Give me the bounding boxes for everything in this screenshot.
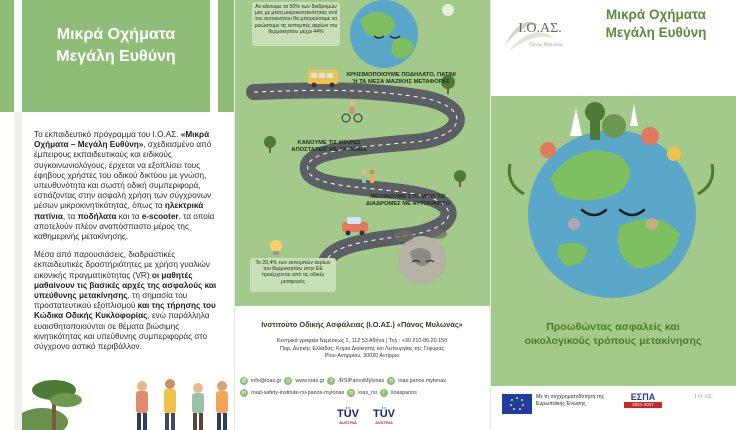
contact-instagram[interactable]: ioas.panos.mylonas bbox=[398, 378, 446, 384]
contact-x[interactable]: /RSIPanosMylonas bbox=[338, 378, 385, 384]
contact-website[interactable]: www.ioas.gr bbox=[295, 378, 325, 384]
para1-bicycles: ποδήλατα bbox=[77, 211, 117, 221]
para1-text-e: , τα bbox=[62, 211, 78, 221]
left-header-band-right bbox=[210, 0, 218, 112]
para1-text-a: Το εκπαιδευτικό πρόγραμμα του Ι.Ο.ΑΣ. bbox=[34, 130, 179, 139]
para2-traffic-code: και της τήρησης του Κώδικα Οδικής Κυκλοφορίας bbox=[34, 301, 216, 321]
tuv-logo-2 bbox=[370, 408, 398, 428]
contact-email[interactable]: info@ioas.gr bbox=[251, 378, 282, 384]
left-title bbox=[22, 24, 210, 68]
logo-sub: Πάνος Μυλωνάς bbox=[529, 43, 563, 48]
x-icon: X bbox=[327, 377, 335, 385]
ioas-logo bbox=[496, 4, 582, 60]
contact-linkedin[interactable]: road-safety-institute-rsi-panos-mylonas bbox=[251, 390, 345, 396]
tuv-logo-1 bbox=[334, 408, 362, 428]
para1-program-name: «Μικρά Οχήματα – Μεγάλη Ευθύνη» bbox=[34, 130, 210, 150]
para1-text-c: , σχεδιασμένο από έμπειρους εκπαιδευτικούς και ειδικούς συγκοινωνιολόγους, έρχεται να εξοπλίσει τους έφηβους χρήστες του οδικού δικτύου με γνώση, υπευθυνότητα και σωστή οδική συμπεριφορά, εστιάζοντας στην ασφαλή χρήση των σύγχρονων μέσων μικροκινητικότητας, όπως τα bbox=[34, 140, 212, 211]
eu-cofunding-text: Με τη συγχρηματοδότηση της Ευρωπαϊκής Ένωσης bbox=[536, 394, 605, 407]
road-label-walk: ΚΑΝΟΥΜΕ ΤΙΣ ΜΙΚΡΕΣ ΑΠΟΣΤΑΣΕΙΣ ΜΕ ΤΑ ΠΟΔΙΑ bbox=[291, 140, 367, 153]
facebook-icon: f bbox=[380, 389, 388, 397]
para2-text-a: Μέσα από παρουσιάσεις, διαδραστικές εκπαιδευτικές δραστηριότητες με χρήση γυαλιών εικονικής πραγματικότητας (VR) bbox=[34, 250, 210, 280]
right-title-line2: Μεγάλη Ευθύνη bbox=[605, 25, 707, 40]
tuv-logo-1-text: TÜV bbox=[337, 408, 359, 420]
para2-text-c: , τη σημασία του προστατευτικού εξοπλισμού bbox=[34, 291, 188, 311]
contact-row-2 bbox=[240, 388, 417, 398]
tuv-logo-1-sub: AUSTRIA bbox=[339, 420, 357, 425]
fold-line-1 bbox=[234, 0, 235, 430]
right-title bbox=[578, 6, 734, 42]
email-icon: @ bbox=[241, 378, 247, 384]
left-title-line2: Μεγάλη Ευθύνη bbox=[56, 48, 176, 65]
espa-label: ΕΣΠΑ bbox=[630, 392, 656, 402]
para1-escooters: ηλεκτρικά πατίνια bbox=[34, 201, 204, 221]
contact-facebook[interactable]: /ioaspanos bbox=[390, 390, 417, 396]
eu-emissions-box: Το 20,4% των εκπομπών αερίων του θερμοκηπίου στην ΕΕ προέρχονται από τις οδικές μεταφορές bbox=[250, 258, 336, 292]
road-label-car: ΜΕΙΩΝΟΥΜΕ ΣΤΟ ΜΙΣΟ ΤΙΣ ΔΙΑΔΡΟΜΕΣ ΜΕ ΑΥΤΟΚΙΝΗΤΟ bbox=[366, 194, 450, 207]
institute-title: Ινστιτούτο Οδικής Ασφάλειας (Ι.Ο.ΑΣ.) «Πάνος Μυλωνάς» bbox=[261, 320, 463, 329]
paragraph-intro bbox=[34, 130, 220, 242]
tuv-logo-2-sub: AUSTRIA bbox=[375, 420, 393, 425]
right-tagline bbox=[490, 320, 736, 348]
tuv-logo-2-text: TÜV bbox=[373, 408, 395, 420]
instagram-icon-2: ◘ bbox=[347, 389, 355, 397]
fold-line-2 bbox=[490, 0, 491, 430]
address-line1: Κεντρικά γραφεία Νεμέσεως 2, 112 53 Αθήνα | Τηλ.: +30 210-86.20.150 bbox=[276, 338, 448, 344]
mid-strip bbox=[234, 300, 490, 306]
globe-icon: ◎ bbox=[286, 378, 291, 384]
address-line2: Παρ. Δυτικής Ελλάδας: Κτίρια Διοίκησης και Λειτουργίας της Γέφυρας bbox=[279, 345, 445, 352]
eu-flag-icon bbox=[502, 394, 532, 414]
left-title-line1: Μικρά Οχήματα bbox=[56, 26, 176, 43]
left-body-text bbox=[34, 130, 220, 360]
right-tagline-line2: οικολογικούς τρόπους μετακίνησης bbox=[524, 335, 702, 347]
instagram-icon: ◘ bbox=[387, 377, 395, 385]
para1-e-scooter: e-scooter bbox=[141, 211, 179, 221]
paragraph-activities bbox=[34, 250, 220, 352]
left-header-band bbox=[14, 0, 22, 112]
right-title-line1: Μικρά Οχήματα bbox=[606, 7, 706, 22]
espa-logo bbox=[624, 392, 662, 418]
emissions-reduction-box: Αν κάνουμε τα 50% των διαδρομών μας με μέσα μικροκινητικότητας αντί του αυτοκινήτου θα μπορούσαμε να μειώσουμε τις εκπομπές αερίων του θερμοκηπίου μέχρι 44% bbox=[252, 2, 340, 46]
contact-rsi[interactable]: ioas_rsi bbox=[358, 390, 377, 396]
espa-years: 2021-2027 bbox=[624, 402, 662, 408]
walkers-illustration bbox=[22, 372, 234, 430]
para1-text-i: , τα οποία αποτελούν πλέον αναπόσπαστο μέρος της καθημερινής μετακίνησης. bbox=[34, 211, 215, 242]
right-tagline-line1: Προωθώντας ασφαλείς και bbox=[546, 321, 680, 333]
para2-students-learn: οι μαθητές μαθαίνουν τις βασικές αρχές της ασφαλούς και υπεύθυνης μετακίνησης bbox=[34, 270, 217, 301]
left-side-strip bbox=[14, 112, 22, 430]
ioas-small-logo: Ι.Ο.ΑΣ. bbox=[694, 394, 714, 400]
happy-earth-illustration bbox=[490, 96, 736, 316]
road-label-bike: ΧΡΗΣΙΜΟΠΟΙΟΥΜΕ ΠΟΔΗΛΑΤΟ, ΠΑΤΙΝΙ Ή ΤΑ ΜΕΣΑ ΜΑΖΙΚΗΣ ΜΕΤΑΦΟΡΑΣ bbox=[346, 72, 456, 85]
address-block bbox=[246, 338, 478, 361]
address-line3: Ρίου-Αντιρρίου, 30020 Αντίρριο bbox=[324, 353, 400, 360]
logo-text: Ι.Ο.ΑΣ. bbox=[518, 21, 562, 36]
contact-row-1 bbox=[240, 376, 446, 386]
para1-text-g: και τα bbox=[116, 211, 142, 221]
linkedin-icon: in bbox=[240, 389, 248, 397]
para2-text-e: , ενώ παράλληλα ευαισθητοποιούνται σε θέματα βιώσιμης κινητικότητας και υπεύθυνης συμπεριφοράς στο σύγχρονο αστικό περιβάλλον. bbox=[34, 311, 210, 352]
